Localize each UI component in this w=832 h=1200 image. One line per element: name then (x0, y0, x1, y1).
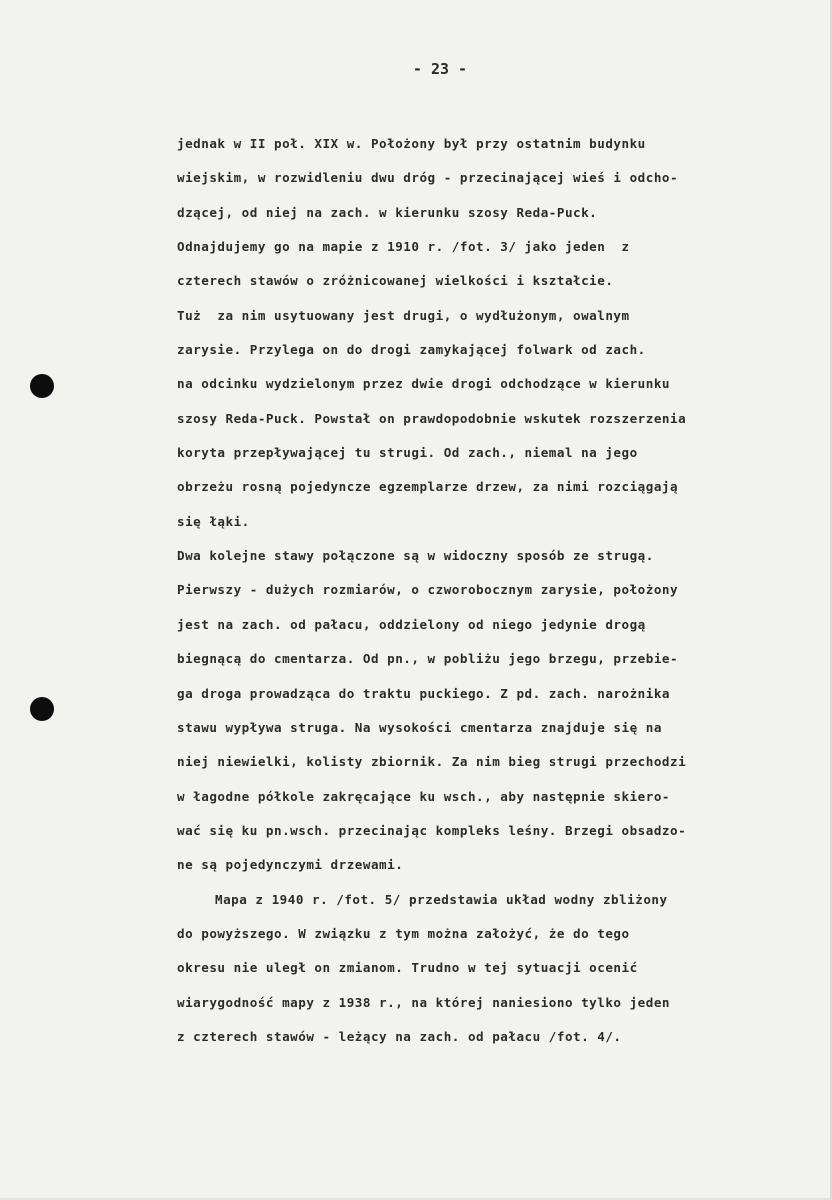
text-line: do powyższego. W związku z tym można założyć, że do tego (177, 925, 630, 941)
text-line: Tuż za nim usytuowany jest drugi, o wydłużonym, owalnym (177, 307, 630, 323)
text-line: wać się ku pn.wsch. przecinając kompleks leśny. Brzegi obsadzo- (177, 822, 687, 838)
text-line: się łąki. (177, 513, 250, 529)
text-line: ne są pojedynczymi drzewami. (177, 857, 404, 873)
text-line: z czterech stawów - leżący na zach. od pałacu /fot. 4/. (177, 1028, 622, 1044)
text-line: okresu nie uległ on zmianom. Trudno w tej sytuacji ocenić (177, 960, 638, 976)
text-line: dzącej, od niej na zach. w kierunku szosy Reda-Puck. (177, 204, 598, 220)
page-number: - 23 - (412, 60, 468, 78)
text-line: szosy Reda-Puck. Powstał on prawdopodobnie wskutek rozszerzenia (177, 410, 687, 426)
text-line: Dwa kolejne stawy połączone są w widoczny sposób ze strugą. (177, 548, 654, 564)
text-line: stawu wypływa struga. Na wysokości cmentarza znajduje się na (177, 719, 662, 735)
text-line: wiejskim, w rozwidleniu dwu dróg - przecinającej wieś i odcho- (177, 170, 679, 186)
text-line: wiarygodność mapy z 1938 r., na której naniesiono tylko jeden (177, 994, 671, 1010)
text-line: jednak w II poł. XIX w. Położony był przy ostatnim budynku (177, 136, 646, 151)
text-line: biegnącą do cmentarza. Od pn., w pobliżu jego brzegu, przebie- (177, 651, 679, 667)
text-line: w łagodne półkole zakręcające ku wsch., aby następnie skiero- (177, 788, 671, 804)
text-line: obrzeżu rosną pojedyncze egzemplarze drzew, za nimi rozciągają (177, 479, 679, 495)
text-line: na odcinku wydzielonym przez dwie drogi odchodzące w kierunku (177, 376, 671, 392)
text-line: Odnajdujemy go na mapie z 1910 r. /fot. 3/ jako jeden z (177, 239, 630, 255)
text-line: niej niewielki, kolisty zbiornik. Za nim bieg strugi przechodzi (177, 754, 687, 770)
punch-hole-lower (30, 697, 54, 721)
text-line: Pierwszy - dużych rozmiarów, o czworobocznym zarysie, położony (177, 582, 679, 598)
text-line: Mapa z 1940 r. /fot. 5/ przedstawia układ wodny zbliżony (215, 891, 668, 907)
text-line: czterech stawów o zróżnicowanej wielkości i kształcie. (177, 273, 614, 289)
text-line: jest na zach. od pałacu, oddzielony od niego jedynie drogą (177, 616, 646, 632)
text-line: ga droga prowadząca do traktu puckiego. Z pd. zach. narożnika (177, 685, 671, 701)
punch-hole-upper (30, 374, 54, 398)
body-text (177, 127, 686, 1054)
text-line: zarysie. Przylega on do drogi zamykającej folwark od zach. (177, 342, 646, 358)
text-line: koryta przepływającej tu strugi. Od zach., niemal na jego (177, 445, 638, 461)
